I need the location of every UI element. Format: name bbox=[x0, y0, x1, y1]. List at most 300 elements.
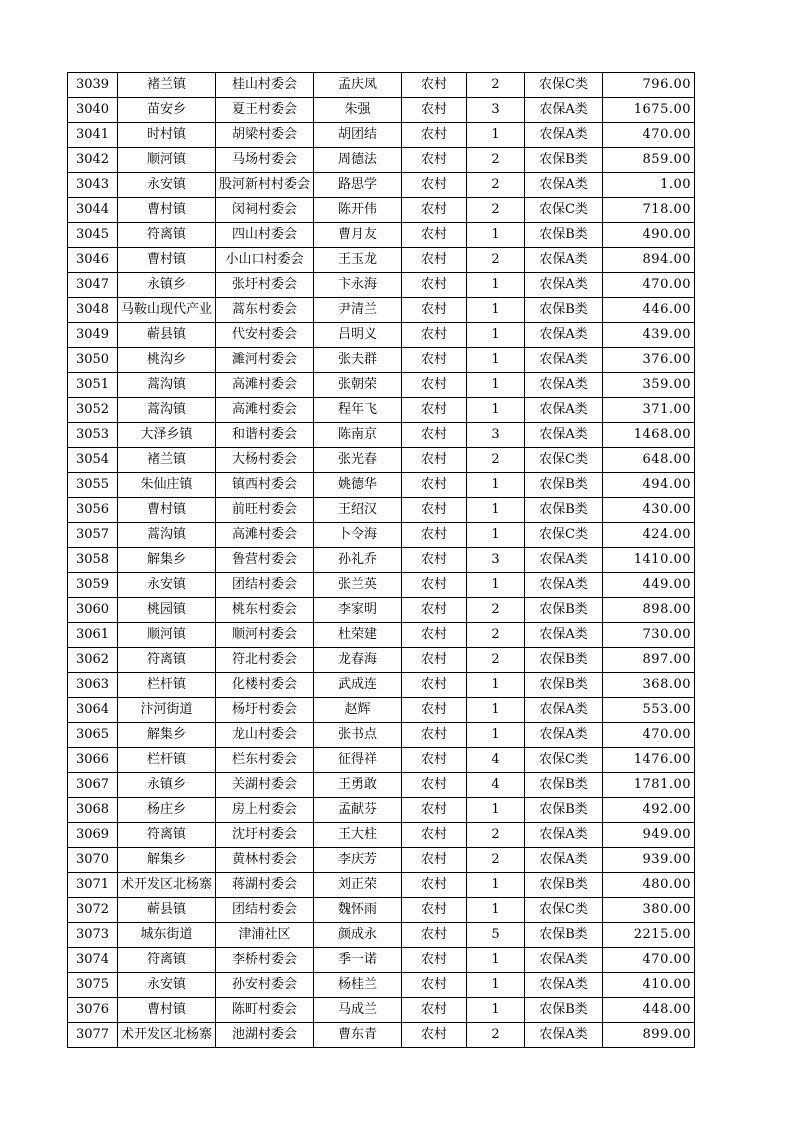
count-cell: 1 bbox=[467, 723, 525, 748]
count-cell: 2 bbox=[467, 1023, 525, 1048]
town-cell: 曹村镇 bbox=[118, 248, 216, 273]
village-cell: 和谐村委会 bbox=[216, 423, 314, 448]
table-row bbox=[68, 823, 695, 848]
row-id-cell: 3070 bbox=[68, 848, 118, 873]
amount-cell: 894.00 bbox=[603, 248, 695, 273]
person-name-cell: 马成兰 bbox=[314, 998, 402, 1023]
village-cell: 高滩村委会 bbox=[216, 373, 314, 398]
category-cell: 农保B类 bbox=[525, 648, 603, 673]
table-row bbox=[68, 98, 695, 123]
count-cell: 2 bbox=[467, 248, 525, 273]
category-cell: 农保C类 bbox=[525, 748, 603, 773]
category-cell: 农保B类 bbox=[525, 798, 603, 823]
town-cell: 解集乡 bbox=[118, 848, 216, 873]
area-type-cell: 农村 bbox=[402, 273, 467, 298]
category-cell: 农保A类 bbox=[525, 723, 603, 748]
category-cell: 农保A类 bbox=[525, 273, 603, 298]
row-id-cell: 3071 bbox=[68, 873, 118, 898]
table-row bbox=[68, 123, 695, 148]
village-cell: 大杨村委会 bbox=[216, 448, 314, 473]
amount-cell: 480.00 bbox=[603, 873, 695, 898]
town-cell: 杨庄乡 bbox=[118, 798, 216, 823]
amount-cell: 718.00 bbox=[603, 198, 695, 223]
count-cell: 1 bbox=[467, 498, 525, 523]
count-cell: 1 bbox=[467, 323, 525, 348]
amount-cell: 439.00 bbox=[603, 323, 695, 348]
person-name-cell: 张朝荣 bbox=[314, 373, 402, 398]
table-row bbox=[68, 548, 695, 573]
data-table bbox=[67, 72, 695, 1048]
count-cell: 2 bbox=[467, 73, 525, 98]
area-type-cell: 农村 bbox=[402, 823, 467, 848]
row-id-cell: 3049 bbox=[68, 323, 118, 348]
table-row bbox=[68, 273, 695, 298]
area-type-cell: 农村 bbox=[402, 1023, 467, 1048]
town-cell: 朱仙庄镇 bbox=[118, 473, 216, 498]
category-cell: 农保B类 bbox=[525, 673, 603, 698]
table-row bbox=[68, 373, 695, 398]
town-cell: 永镇乡 bbox=[118, 273, 216, 298]
area-type-cell: 农村 bbox=[402, 148, 467, 173]
count-cell: 2 bbox=[467, 198, 525, 223]
table-row bbox=[68, 248, 695, 273]
area-type-cell: 农村 bbox=[402, 548, 467, 573]
area-type-cell: 农村 bbox=[402, 523, 467, 548]
row-id-cell: 3050 bbox=[68, 348, 118, 373]
town-cell: 符离镇 bbox=[118, 223, 216, 248]
count-cell: 1 bbox=[467, 873, 525, 898]
village-cell: 镇西村委会 bbox=[216, 473, 314, 498]
row-id-cell: 3072 bbox=[68, 898, 118, 923]
count-cell: 2 bbox=[467, 148, 525, 173]
amount-cell: 949.00 bbox=[603, 823, 695, 848]
area-type-cell: 农村 bbox=[402, 798, 467, 823]
amount-cell: 368.00 bbox=[603, 673, 695, 698]
person-name-cell: 王大柱 bbox=[314, 823, 402, 848]
area-type-cell: 农村 bbox=[402, 923, 467, 948]
area-type-cell: 农村 bbox=[402, 848, 467, 873]
row-id-cell: 3077 bbox=[68, 1023, 118, 1048]
amount-cell: 376.00 bbox=[603, 348, 695, 373]
row-id-cell: 3057 bbox=[68, 523, 118, 548]
town-cell: 桃沟乡 bbox=[118, 348, 216, 373]
town-cell: 褚兰镇 bbox=[118, 73, 216, 98]
table-row bbox=[68, 398, 695, 423]
category-cell: 农保A类 bbox=[525, 623, 603, 648]
count-cell: 4 bbox=[467, 773, 525, 798]
village-cell: 沈圩村委会 bbox=[216, 823, 314, 848]
village-cell: 池湖村委会 bbox=[216, 1023, 314, 1048]
town-cell: 术开发区北杨寨 bbox=[118, 1023, 216, 1048]
category-cell: 农保A类 bbox=[525, 98, 603, 123]
table-row bbox=[68, 773, 695, 798]
village-cell: 孙安村委会 bbox=[216, 973, 314, 998]
amount-cell: 410.00 bbox=[603, 973, 695, 998]
count-cell: 1 bbox=[467, 123, 525, 148]
count-cell: 2 bbox=[467, 448, 525, 473]
person-name-cell: 孟献芬 bbox=[314, 798, 402, 823]
count-cell: 1 bbox=[467, 573, 525, 598]
village-cell: 股河新村村委会 bbox=[216, 173, 314, 198]
table-row bbox=[68, 698, 695, 723]
village-cell: 濉河村委会 bbox=[216, 348, 314, 373]
row-id-cell: 3063 bbox=[68, 673, 118, 698]
category-cell: 农保B类 bbox=[525, 923, 603, 948]
table-row bbox=[68, 473, 695, 498]
row-id-cell: 3041 bbox=[68, 123, 118, 148]
table-row bbox=[68, 598, 695, 623]
village-cell: 张圩村委会 bbox=[216, 273, 314, 298]
town-cell: 苗安乡 bbox=[118, 98, 216, 123]
person-name-cell: 李庆芳 bbox=[314, 848, 402, 873]
row-id-cell: 3039 bbox=[68, 73, 118, 98]
person-name-cell: 龙春海 bbox=[314, 648, 402, 673]
town-cell: 蒿沟镇 bbox=[118, 523, 216, 548]
town-cell: 顺河镇 bbox=[118, 623, 216, 648]
person-name-cell: 卜令海 bbox=[314, 523, 402, 548]
person-name-cell: 王玉龙 bbox=[314, 248, 402, 273]
row-id-cell: 3047 bbox=[68, 273, 118, 298]
category-cell: 农保C类 bbox=[525, 523, 603, 548]
amount-cell: 939.00 bbox=[603, 848, 695, 873]
amount-cell: 899.00 bbox=[603, 1023, 695, 1048]
amount-cell: 1410.00 bbox=[603, 548, 695, 573]
person-name-cell: 杜荣建 bbox=[314, 623, 402, 648]
category-cell: 农保A类 bbox=[525, 323, 603, 348]
person-name-cell: 李家明 bbox=[314, 598, 402, 623]
row-id-cell: 3060 bbox=[68, 598, 118, 623]
row-id-cell: 3055 bbox=[68, 473, 118, 498]
category-cell: 农保A类 bbox=[525, 123, 603, 148]
village-cell: 陈町村委会 bbox=[216, 998, 314, 1023]
town-cell: 顺河镇 bbox=[118, 148, 216, 173]
amount-cell: 470.00 bbox=[603, 723, 695, 748]
category-cell: 农保B类 bbox=[525, 298, 603, 323]
area-type-cell: 农村 bbox=[402, 423, 467, 448]
row-id-cell: 3046 bbox=[68, 248, 118, 273]
table-row bbox=[68, 723, 695, 748]
person-name-cell: 季一诺 bbox=[314, 948, 402, 973]
row-id-cell: 3042 bbox=[68, 148, 118, 173]
amount-cell: 470.00 bbox=[603, 948, 695, 973]
village-cell: 津浦社区 bbox=[216, 923, 314, 948]
town-cell: 大泽乡镇 bbox=[118, 423, 216, 448]
area-type-cell: 农村 bbox=[402, 673, 467, 698]
village-cell: 桃东村委会 bbox=[216, 598, 314, 623]
amount-cell: 380.00 bbox=[603, 898, 695, 923]
amount-cell: 2215.00 bbox=[603, 923, 695, 948]
row-id-cell: 3068 bbox=[68, 798, 118, 823]
count-cell: 2 bbox=[467, 823, 525, 848]
person-name-cell: 胡团结 bbox=[314, 123, 402, 148]
table-row bbox=[68, 1023, 695, 1048]
row-id-cell: 3064 bbox=[68, 698, 118, 723]
count-cell: 1 bbox=[467, 673, 525, 698]
category-cell: 农保C类 bbox=[525, 448, 603, 473]
amount-cell: 648.00 bbox=[603, 448, 695, 473]
town-cell: 蕲县镇 bbox=[118, 898, 216, 923]
table-row bbox=[68, 423, 695, 448]
table-row bbox=[68, 848, 695, 873]
village-cell: 小山口村委会 bbox=[216, 248, 314, 273]
town-cell: 蒿沟镇 bbox=[118, 373, 216, 398]
category-cell: 农保B类 bbox=[525, 873, 603, 898]
table-row bbox=[68, 573, 695, 598]
category-cell: 农保B类 bbox=[525, 598, 603, 623]
town-cell: 符离镇 bbox=[118, 823, 216, 848]
village-cell: 马场村委会 bbox=[216, 148, 314, 173]
person-name-cell: 刘正荣 bbox=[314, 873, 402, 898]
village-cell: 化楼村委会 bbox=[216, 673, 314, 698]
row-id-cell: 3062 bbox=[68, 648, 118, 673]
row-id-cell: 3059 bbox=[68, 573, 118, 598]
amount-cell: 553.00 bbox=[603, 698, 695, 723]
row-id-cell: 3067 bbox=[68, 773, 118, 798]
row-id-cell: 3052 bbox=[68, 398, 118, 423]
town-cell: 栏杆镇 bbox=[118, 673, 216, 698]
village-cell: 四山村委会 bbox=[216, 223, 314, 248]
category-cell: 农保B类 bbox=[525, 498, 603, 523]
town-cell: 永安镇 bbox=[118, 973, 216, 998]
town-cell: 符离镇 bbox=[118, 948, 216, 973]
count-cell: 1 bbox=[467, 398, 525, 423]
village-cell: 夏王村委会 bbox=[216, 98, 314, 123]
row-id-cell: 3053 bbox=[68, 423, 118, 448]
amount-cell: 449.00 bbox=[603, 573, 695, 598]
category-cell: 农保B类 bbox=[525, 473, 603, 498]
area-type-cell: 农村 bbox=[402, 73, 467, 98]
village-cell: 闵祠村委会 bbox=[216, 198, 314, 223]
area-type-cell: 农村 bbox=[402, 373, 467, 398]
town-cell: 时村镇 bbox=[118, 123, 216, 148]
table-row bbox=[68, 673, 695, 698]
count-cell: 1 bbox=[467, 948, 525, 973]
amount-cell: 494.00 bbox=[603, 473, 695, 498]
area-type-cell: 农村 bbox=[402, 898, 467, 923]
village-cell: 关湖村委会 bbox=[216, 773, 314, 798]
table-row bbox=[68, 498, 695, 523]
village-cell: 蒋湖村委会 bbox=[216, 873, 314, 898]
area-type-cell: 农村 bbox=[402, 648, 467, 673]
table-row bbox=[68, 973, 695, 998]
row-id-cell: 3054 bbox=[68, 448, 118, 473]
village-cell: 黄林村委会 bbox=[216, 848, 314, 873]
town-cell: 术开发区北杨寨 bbox=[118, 873, 216, 898]
table-row bbox=[68, 198, 695, 223]
amount-cell: 470.00 bbox=[603, 273, 695, 298]
amount-cell: 1781.00 bbox=[603, 773, 695, 798]
person-name-cell: 吕明义 bbox=[314, 323, 402, 348]
person-name-cell: 曹东青 bbox=[314, 1023, 402, 1048]
person-name-cell: 卞永海 bbox=[314, 273, 402, 298]
town-cell: 解集乡 bbox=[118, 723, 216, 748]
row-id-cell: 3051 bbox=[68, 373, 118, 398]
category-cell: 农保A类 bbox=[525, 573, 603, 598]
amount-cell: 1.00 bbox=[603, 173, 695, 198]
area-type-cell: 农村 bbox=[402, 973, 467, 998]
count-cell: 2 bbox=[467, 848, 525, 873]
amount-cell: 1468.00 bbox=[603, 423, 695, 448]
amount-cell: 490.00 bbox=[603, 223, 695, 248]
table-row bbox=[68, 923, 695, 948]
row-id-cell: 3074 bbox=[68, 948, 118, 973]
count-cell: 1 bbox=[467, 298, 525, 323]
category-cell: 农保A类 bbox=[525, 948, 603, 973]
area-type-cell: 农村 bbox=[402, 873, 467, 898]
person-name-cell: 朱强 bbox=[314, 98, 402, 123]
area-type-cell: 农村 bbox=[402, 723, 467, 748]
person-name-cell: 陈开伟 bbox=[314, 198, 402, 223]
area-type-cell: 农村 bbox=[402, 573, 467, 598]
person-name-cell: 曹月友 bbox=[314, 223, 402, 248]
village-cell: 桂山村委会 bbox=[216, 73, 314, 98]
area-type-cell: 农村 bbox=[402, 473, 467, 498]
row-id-cell: 3066 bbox=[68, 748, 118, 773]
table-row bbox=[68, 148, 695, 173]
row-id-cell: 3069 bbox=[68, 823, 118, 848]
town-cell: 褚兰镇 bbox=[118, 448, 216, 473]
table-row bbox=[68, 298, 695, 323]
person-name-cell: 张光春 bbox=[314, 448, 402, 473]
amount-cell: 359.00 bbox=[603, 373, 695, 398]
amount-cell: 1476.00 bbox=[603, 748, 695, 773]
count-cell: 2 bbox=[467, 623, 525, 648]
area-type-cell: 农村 bbox=[402, 98, 467, 123]
person-name-cell: 王绍汉 bbox=[314, 498, 402, 523]
table-row bbox=[68, 323, 695, 348]
amount-cell: 430.00 bbox=[603, 498, 695, 523]
count-cell: 3 bbox=[467, 423, 525, 448]
amount-cell: 371.00 bbox=[603, 398, 695, 423]
person-name-cell: 路思学 bbox=[314, 173, 402, 198]
area-type-cell: 农村 bbox=[402, 298, 467, 323]
category-cell: 农保A类 bbox=[525, 423, 603, 448]
table-row bbox=[68, 448, 695, 473]
town-cell: 蕲县镇 bbox=[118, 323, 216, 348]
category-cell: 农保B类 bbox=[525, 148, 603, 173]
amount-cell: 730.00 bbox=[603, 623, 695, 648]
area-type-cell: 农村 bbox=[402, 698, 467, 723]
village-cell: 团结村委会 bbox=[216, 898, 314, 923]
village-cell: 鲁营村委会 bbox=[216, 548, 314, 573]
count-cell: 1 bbox=[467, 973, 525, 998]
town-cell: 城东街道 bbox=[118, 923, 216, 948]
town-cell: 解集乡 bbox=[118, 548, 216, 573]
category-cell: 农保A类 bbox=[525, 698, 603, 723]
person-name-cell: 孙礼乔 bbox=[314, 548, 402, 573]
category-cell: 农保B类 bbox=[525, 223, 603, 248]
town-cell: 栏杆镇 bbox=[118, 748, 216, 773]
count-cell: 4 bbox=[467, 748, 525, 773]
count-cell: 3 bbox=[467, 548, 525, 573]
count-cell: 3 bbox=[467, 98, 525, 123]
amount-cell: 897.00 bbox=[603, 648, 695, 673]
town-cell: 曹村镇 bbox=[118, 198, 216, 223]
person-name-cell: 颜成永 bbox=[314, 923, 402, 948]
person-name-cell: 武成连 bbox=[314, 673, 402, 698]
category-cell: 农保C类 bbox=[525, 198, 603, 223]
town-cell: 汴河街道 bbox=[118, 698, 216, 723]
village-cell: 代安村委会 bbox=[216, 323, 314, 348]
count-cell: 1 bbox=[467, 348, 525, 373]
category-cell: 农保B类 bbox=[525, 773, 603, 798]
area-type-cell: 农村 bbox=[402, 948, 467, 973]
person-name-cell: 张夫群 bbox=[314, 348, 402, 373]
area-type-cell: 农村 bbox=[402, 123, 467, 148]
count-cell: 2 bbox=[467, 173, 525, 198]
row-id-cell: 3065 bbox=[68, 723, 118, 748]
village-cell: 栏东村委会 bbox=[216, 748, 314, 773]
table-body bbox=[68, 73, 695, 1048]
town-cell: 永镇乡 bbox=[118, 773, 216, 798]
count-cell: 2 bbox=[467, 648, 525, 673]
area-type-cell: 农村 bbox=[402, 448, 467, 473]
count-cell: 1 bbox=[467, 523, 525, 548]
table-row bbox=[68, 348, 695, 373]
count-cell: 1 bbox=[467, 698, 525, 723]
category-cell: 农保B类 bbox=[525, 998, 603, 1023]
person-name-cell: 孟庆凤 bbox=[314, 73, 402, 98]
town-cell: 符离镇 bbox=[118, 648, 216, 673]
amount-cell: 446.00 bbox=[603, 298, 695, 323]
area-type-cell: 农村 bbox=[402, 398, 467, 423]
category-cell: 农保A类 bbox=[525, 1023, 603, 1048]
person-name-cell: 张兰英 bbox=[314, 573, 402, 598]
amount-cell: 492.00 bbox=[603, 798, 695, 823]
amount-cell: 448.00 bbox=[603, 998, 695, 1023]
row-id-cell: 3040 bbox=[68, 98, 118, 123]
row-id-cell: 3076 bbox=[68, 998, 118, 1023]
person-name-cell: 程年飞 bbox=[314, 398, 402, 423]
village-cell: 房上村委会 bbox=[216, 798, 314, 823]
table-row bbox=[68, 223, 695, 248]
area-type-cell: 农村 bbox=[402, 323, 467, 348]
table-row bbox=[68, 173, 695, 198]
table-row bbox=[68, 873, 695, 898]
town-cell: 曹村镇 bbox=[118, 498, 216, 523]
village-cell: 前旺村委会 bbox=[216, 498, 314, 523]
category-cell: 农保A类 bbox=[525, 398, 603, 423]
person-name-cell: 张书点 bbox=[314, 723, 402, 748]
row-id-cell: 3075 bbox=[68, 973, 118, 998]
area-type-cell: 农村 bbox=[402, 173, 467, 198]
village-cell: 蒿东村委会 bbox=[216, 298, 314, 323]
amount-cell: 859.00 bbox=[603, 148, 695, 173]
category-cell: 农保A类 bbox=[525, 348, 603, 373]
person-name-cell: 征得祥 bbox=[314, 748, 402, 773]
row-id-cell: 3044 bbox=[68, 198, 118, 223]
table-row bbox=[68, 623, 695, 648]
village-cell: 团结村委会 bbox=[216, 573, 314, 598]
count-cell: 2 bbox=[467, 598, 525, 623]
person-name-cell: 杨桂兰 bbox=[314, 973, 402, 998]
village-cell: 符北村委会 bbox=[216, 648, 314, 673]
town-cell: 蒿沟镇 bbox=[118, 398, 216, 423]
row-id-cell: 3045 bbox=[68, 223, 118, 248]
area-type-cell: 农村 bbox=[402, 623, 467, 648]
village-cell: 顺河村委会 bbox=[216, 623, 314, 648]
category-cell: 农保A类 bbox=[525, 248, 603, 273]
row-id-cell: 3048 bbox=[68, 298, 118, 323]
amount-cell: 796.00 bbox=[603, 73, 695, 98]
count-cell: 1 bbox=[467, 373, 525, 398]
town-cell: 永安镇 bbox=[118, 573, 216, 598]
village-cell: 高滩村委会 bbox=[216, 523, 314, 548]
amount-cell: 898.00 bbox=[603, 598, 695, 623]
table-row bbox=[68, 73, 695, 98]
category-cell: 农保A类 bbox=[525, 823, 603, 848]
area-type-cell: 农村 bbox=[402, 248, 467, 273]
